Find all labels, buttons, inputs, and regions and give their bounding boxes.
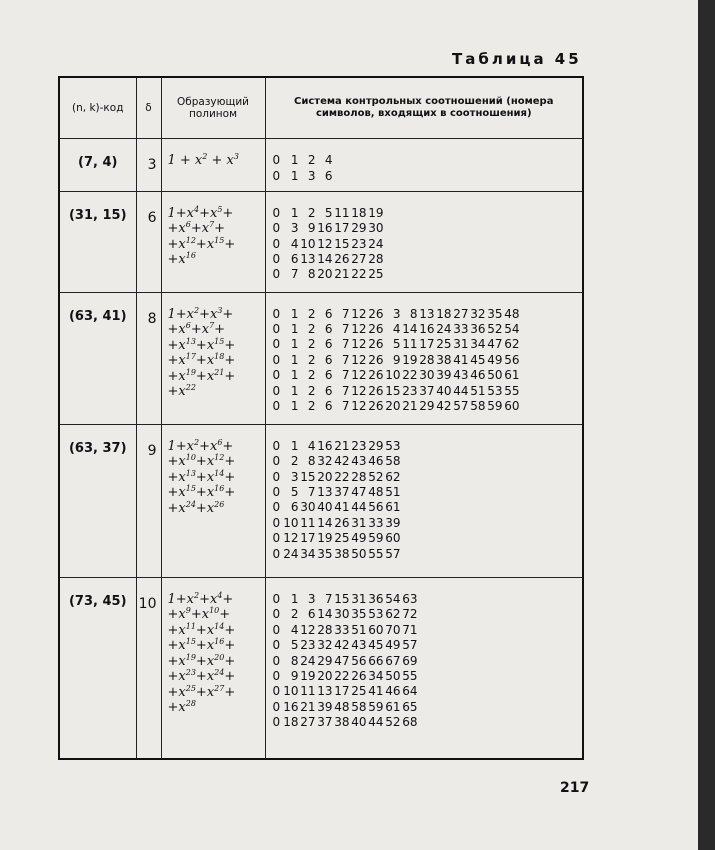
header-code: (n, k)-код bbox=[60, 78, 136, 139]
delta-cell: 6 bbox=[136, 191, 161, 292]
polynomial-line: $+x^{15}+x^{16}+$ bbox=[167, 484, 236, 501]
polynomial-line: $1+x^4+x^5+$ bbox=[167, 204, 234, 221]
code-table-grid bbox=[60, 78, 582, 758]
polynomial-line: $+x^{19}+x^{21}+$ bbox=[167, 367, 236, 384]
header-polynomial: Образующий полином bbox=[161, 78, 265, 139]
polynomial-line: $+x^{15}+x^{16}+$ bbox=[167, 637, 236, 654]
polynomial-line: $+x^{22}$ bbox=[167, 383, 196, 400]
polynomial-line: $+x^9+x^{10}+$ bbox=[167, 606, 231, 623]
table-title: Таблица 45 bbox=[452, 50, 582, 68]
polynomial-line: $1+x^2+x^3+$ bbox=[167, 305, 234, 322]
code-cell: (31, 15) bbox=[60, 191, 136, 292]
relation-line: 0 12 17 19 25 49 59 60 bbox=[272, 531, 401, 546]
relation-line: 0 6 30 40 41 44 56 61 bbox=[272, 500, 401, 515]
relation-line: 0 1 2 6 7 12 26 20 21 29 42 57 58 59 60 bbox=[272, 399, 520, 413]
relation-line: 0 1 3 7 15 31 36 54 63 bbox=[272, 591, 418, 606]
polynomial-line: $+x^{23}+x^{24}+$ bbox=[167, 668, 236, 685]
relation-line: 0 1 4 16 21 23 29 53 bbox=[272, 438, 401, 453]
polynomial-line: $+x^{25}+x^{27}+$ bbox=[167, 683, 236, 700]
relation-line: 0 10 11 14 26 31 33 39 bbox=[272, 515, 401, 530]
header-delta: δ bbox=[136, 78, 161, 139]
relation-line: 0 10 11 13 17 25 41 46 64 bbox=[272, 684, 418, 699]
relation-line: 0 4 10 12 15 23 24 bbox=[272, 236, 384, 251]
relation-line: 0 6 13 14 26 27 28 bbox=[272, 252, 384, 267]
polynomial-cell bbox=[161, 577, 265, 758]
page-number: 217 bbox=[560, 780, 590, 796]
relation-line: 0 8 24 29 47 56 66 67 69 bbox=[272, 653, 418, 668]
relation-line: 0 1 2 4 bbox=[272, 153, 333, 168]
header-system: Система контрольных соотношений (номера символов, входящих в соотношения) bbox=[265, 78, 582, 139]
code-cell: (63, 41) bbox=[60, 292, 136, 424]
code-table bbox=[58, 76, 584, 760]
relation-line: 0 1 2 6 7 12 26 15 23 37 40 44 51 53 55 bbox=[272, 383, 520, 398]
polynomial-line: $+x^{10}+x^{12}+$ bbox=[167, 453, 236, 470]
relation-line: 0 2 6 14 30 35 53 62 72 bbox=[272, 607, 418, 622]
relation-line: 0 18 27 37 38 40 44 52 68 bbox=[272, 715, 418, 730]
polynomial-line: $+x^6+x^7+$ bbox=[167, 321, 226, 338]
relation-line: 0 4 12 28 33 51 60 70 71 bbox=[272, 622, 418, 637]
relation-line: 0 9 19 20 22 26 34 50 55 bbox=[272, 669, 418, 684]
polynomial-line: $1+x^2+x^6+$ bbox=[167, 437, 234, 454]
relations-cell bbox=[265, 424, 582, 577]
relation-line: 0 16 21 39 48 58 59 61 65 bbox=[272, 699, 418, 714]
polynomial-line: $+x^{13}+x^{15}+$ bbox=[167, 336, 236, 353]
polynomial-cell bbox=[161, 424, 265, 577]
relation-line: 0 3 15 20 22 28 52 62 bbox=[272, 469, 401, 484]
polynomial-cell bbox=[161, 191, 265, 292]
book-spine-shadow bbox=[698, 0, 715, 850]
code-cell: (63, 37) bbox=[60, 424, 136, 577]
header-row bbox=[60, 78, 582, 139]
table-row bbox=[60, 424, 582, 577]
relation-line: 0 1 2 5 11 18 19 bbox=[272, 205, 384, 220]
delta-cell: 9 bbox=[136, 424, 161, 577]
polynomial-line: $1+x^2+x^4+$ bbox=[167, 590, 234, 607]
relation-line: 0 2 8 32 42 43 46 58 bbox=[272, 454, 401, 469]
polynomial-line: $+x^{24}+x^{26}$ bbox=[167, 499, 225, 516]
polynomial-line: $+x^{11}+x^{14}+$ bbox=[167, 621, 236, 638]
relation-line: 0 1 3 6 bbox=[272, 168, 333, 183]
relation-line: 0 5 23 32 42 43 45 49 57 bbox=[272, 638, 418, 653]
relation-line: 0 5 7 13 37 47 48 51 bbox=[272, 485, 401, 499]
polynomial-cell bbox=[161, 139, 265, 191]
code-cell: (73, 45) bbox=[60, 577, 136, 758]
polynomial-line: $+x^{28}$ bbox=[167, 699, 196, 716]
relation-line: 0 1 2 6 7 12 26 9 19 28 38 41 45 49 56 bbox=[272, 352, 520, 367]
delta-cell: 10 bbox=[136, 577, 161, 758]
table-row bbox=[60, 292, 582, 424]
delta-cell: 3 bbox=[136, 139, 161, 191]
relations-cell bbox=[265, 139, 582, 191]
polynomial-line: $+x^{16}$ bbox=[167, 251, 196, 268]
delta-cell: 8 bbox=[136, 292, 161, 424]
polynomial-line: $+x^{19}+x^{20}+$ bbox=[167, 652, 236, 669]
relation-line: 0 24 34 35 38 50 55 57 bbox=[272, 546, 401, 561]
relations-cell bbox=[265, 577, 582, 758]
polynomial-line: $+x^{13}+x^{14}+$ bbox=[167, 468, 236, 485]
relation-line: 0 7 8 20 21 22 25 bbox=[272, 267, 384, 282]
table-row bbox=[60, 139, 582, 191]
code-cell: (7, 4) bbox=[60, 139, 136, 191]
polynomial-line: $1 + x^2 + x^3$ bbox=[167, 152, 239, 169]
polynomial-line: $+x^{12}+x^{15}+$ bbox=[167, 235, 236, 252]
relations-cell bbox=[265, 292, 582, 424]
relation-line: 0 1 2 6 7 12 26 4 14 16 24 33 36 52 54 bbox=[272, 321, 520, 336]
relation-line: 0 1 2 6 7 12 26 5 11 17 25 31 34 47 62 bbox=[272, 337, 520, 352]
polynomial-line: $+x^6+x^7+$ bbox=[167, 220, 226, 237]
relation-line: 0 3 9 16 17 29 30 bbox=[272, 221, 384, 236]
polynomial-line: $+x^{17}+x^{18}+$ bbox=[167, 352, 236, 369]
polynomial-cell bbox=[161, 292, 265, 424]
relation-line: 0 1 2 6 7 12 26 10 22 30 39 43 46 50 61 bbox=[272, 368, 520, 383]
table-row bbox=[60, 577, 582, 758]
relations-cell bbox=[265, 191, 582, 292]
relation-line: 0 1 2 6 7 12 26 3 8 13 18 27 32 35 48 bbox=[272, 306, 520, 321]
table-row bbox=[60, 191, 582, 292]
